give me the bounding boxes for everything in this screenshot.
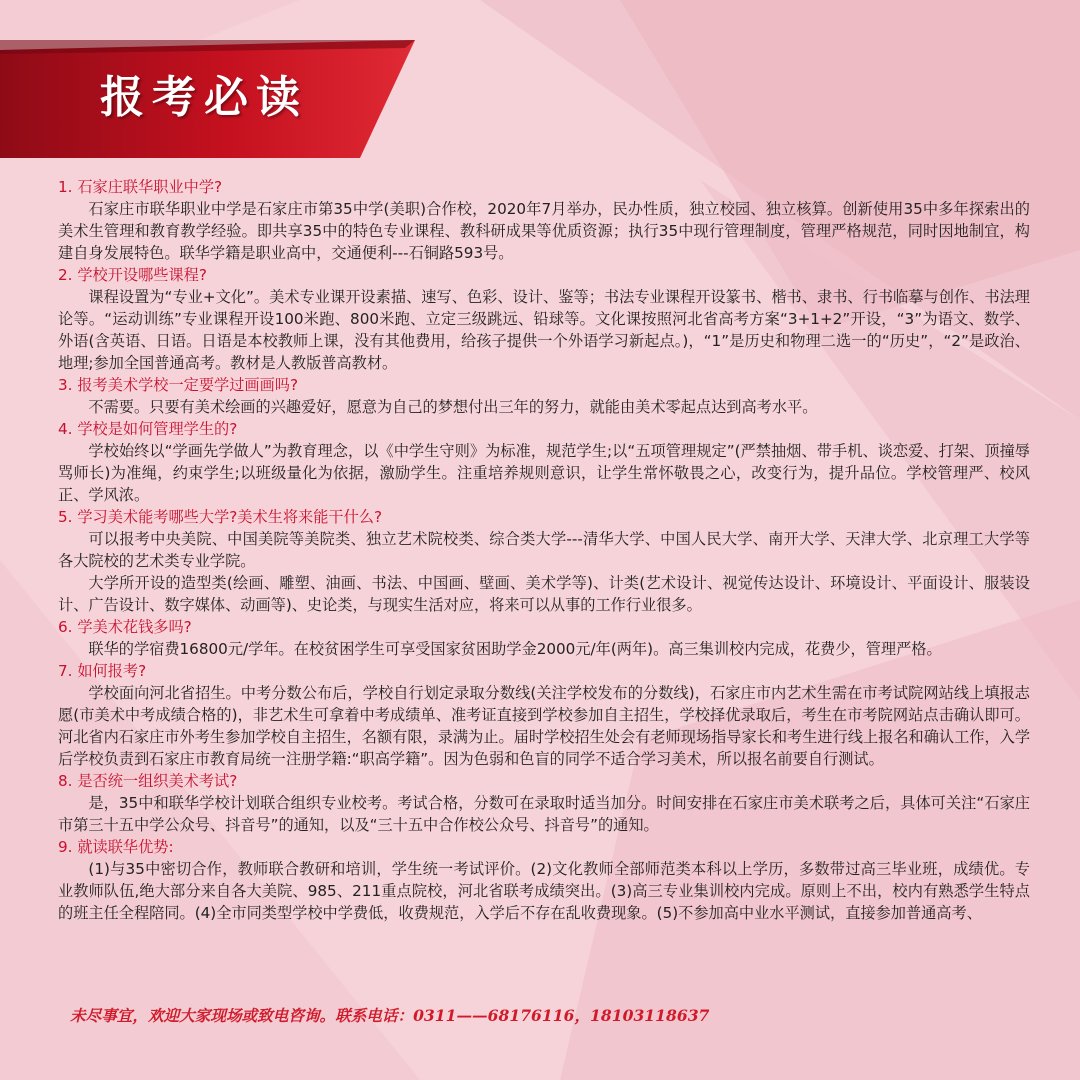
faq-question: 5. 学习美术能考哪些大学?美术生将来能干什么? — [58, 508, 383, 526]
faq-section — [58, 264, 1030, 374]
faq-answer: 可以报考中央美院、中国美院等美院类、独立艺术院校类、综合类大学---清华大学、中国人民大学、南开大学、天津大学、北京理工大学等各大院校的艺术类专业学院。 — [58, 530, 1030, 570]
page-title: 报考必读 — [100, 72, 308, 123]
faq-section — [58, 374, 1030, 418]
faq-question: 6. 学美术花钱多吗? — [58, 618, 192, 636]
faq-answer: 课程设置为“专业+文化”。美术专业课开设素描、速写、色彩、设计、鉴等；书法专业课程开设篆书、楷书、隶书、行书临摹与创作、书法理论等。“运动训练”专业课程开设100米跑、800米跑、立定三级跳远、铅球等。文化课按照河北省高考方案“3+1+2”开设，“3”为语文、数学、外语(含英语、日语。日语是本校教师上课，没有其他费用，给孩子提供一个外语学习新起点。)，“1”是历史和物理二选一的“历史”，“2”是政治、地理;参加全国普通高考。教材是人教版普高教材。 — [58, 288, 1030, 372]
faq-section — [58, 506, 1030, 616]
faq-answer: 联华的学宿费16800元/学年。在校贫困学生可享受国家贫困助学金2000元/年(两年)。高三集训校内完成，花费少，管理严格。 — [88, 640, 942, 658]
faq-section — [58, 176, 1030, 264]
faq-answer: 不需要。只要有美术绘画的兴趣爱好，愿意为自己的梦想付出三年的努力，就能由美术零起点达到高考水平。 — [88, 398, 818, 416]
faq-answer: 学校始终以“学画先学做人”为教育理念，以《中学生守则》为标准，规范学生;以“五项管理规定”(严禁抽烟、带手机、谈恋爱、打架、顶撞辱骂师长)为准绳，约束学生;以班级量化为依据，激励学生。注重培养规则意识，让学生常怀敬畏之心，改变行为，提升品位。学校管理严、校风正、学风浓。 — [58, 442, 1030, 504]
faq-section — [58, 418, 1030, 506]
faq-section — [58, 616, 1030, 660]
faq-section — [58, 836, 1030, 924]
faq-answer: (1)与35中密切合作，教师联合教研和培训，学生统一考试评价。(2)文化教师全部师范类本科以上学历，多数带过高三毕业班，成绩优。专业教师队伍,绝大部分来自各大美院、985、211重点院校，河北省联考成绩突出。(3)高三专业集训校内完成。原则上不出，校内有熟悉学生特点的班主任全程陪同。(4)全市同类型学校中学费低，收费规范，入学后不存在乱收费现象。(5)不参加高中业水平测试，直接参加普通高考、 — [58, 860, 1030, 922]
faq-answer: 是，35中和联华学校计划联合组织专业校考。考试合格，分数可在录取时适当加分。时间安排在石家庄市美术联考之后，具体可关注“石家庄市第三十五中学公众号、抖音号”的通知，以及“三十五中合作校公众号、抖音号”的通知。 — [58, 794, 1030, 834]
contact-footer: 未尽事宜，欢迎大家现场或致电咨询。联系电话：0311——68176116，18103118637 — [70, 1006, 710, 1025]
faq-question: 7. 如何报考? — [58, 662, 147, 680]
faq-question: 9. 就读联华优势: — [58, 838, 174, 856]
faq-question: 4. 学校是如何管理学生的? — [58, 420, 238, 438]
faq-answer: 大学所开设的造型类(绘画、雕塑、油画、书法、中国画、壁画、美术学等)、计类(艺术设计、视觉传达设计、环境设计、平面设计、服装设计、广告设计、数字媒体、动画等)、史论类，与现实生活对应，将来可以从事的工作行业很多。 — [58, 574, 1030, 614]
faq-question: 8. 是否统一组织美术考试? — [58, 772, 238, 790]
faq-question: 1. 石家庄联华职业中学? — [58, 178, 223, 196]
faq-answer: 石家庄市联华职业中学是石家庄市第35中学(美职)合作校，2020年7月举办，民办性质，独立校园、独立核算。创新使用35中多年探索出的美术生管理和教育教学经验。即共享35中的特色专业课程、教科研成果等优质资源；执行35中现行管理制度，管理严格规范，同时因地制宜，构建自身发展特色。联华学籍是职业高中，交通便利---石铜路593号。 — [58, 200, 1030, 262]
faq-question: 3. 报考美术学校一定要学过画画吗? — [58, 376, 299, 394]
faq-section — [58, 770, 1030, 836]
faq-question: 2. 学校开设哪些课程? — [58, 266, 207, 284]
faq-answer: 学校面向河北省招生。中考分数公布后，学校自行划定录取分数线(关注学校发布的分数线)，石家庄市内艺术生需在市考试院网站线上填报志愿(市美术中考成绩合格的)，非艺术生可拿着中考成绩单、准考证直接到学校参加自主招生，学校择优录取后，考生在市考院网站点击确认即可。河北省内石家庄市外考生参加学校自主招生，名额有限，录满为止。届时学校招生处会有老师现场指导家长和考生进行线上报名和确认工作，入学后学校负责到石家庄市教育局统一注册学籍:“职高学籍”。因为色弱和色盲的同学不适合学习美术，所以报名前要自行测试。 — [58, 684, 1030, 768]
faq-content — [58, 176, 1030, 924]
faq-section — [58, 660, 1030, 770]
